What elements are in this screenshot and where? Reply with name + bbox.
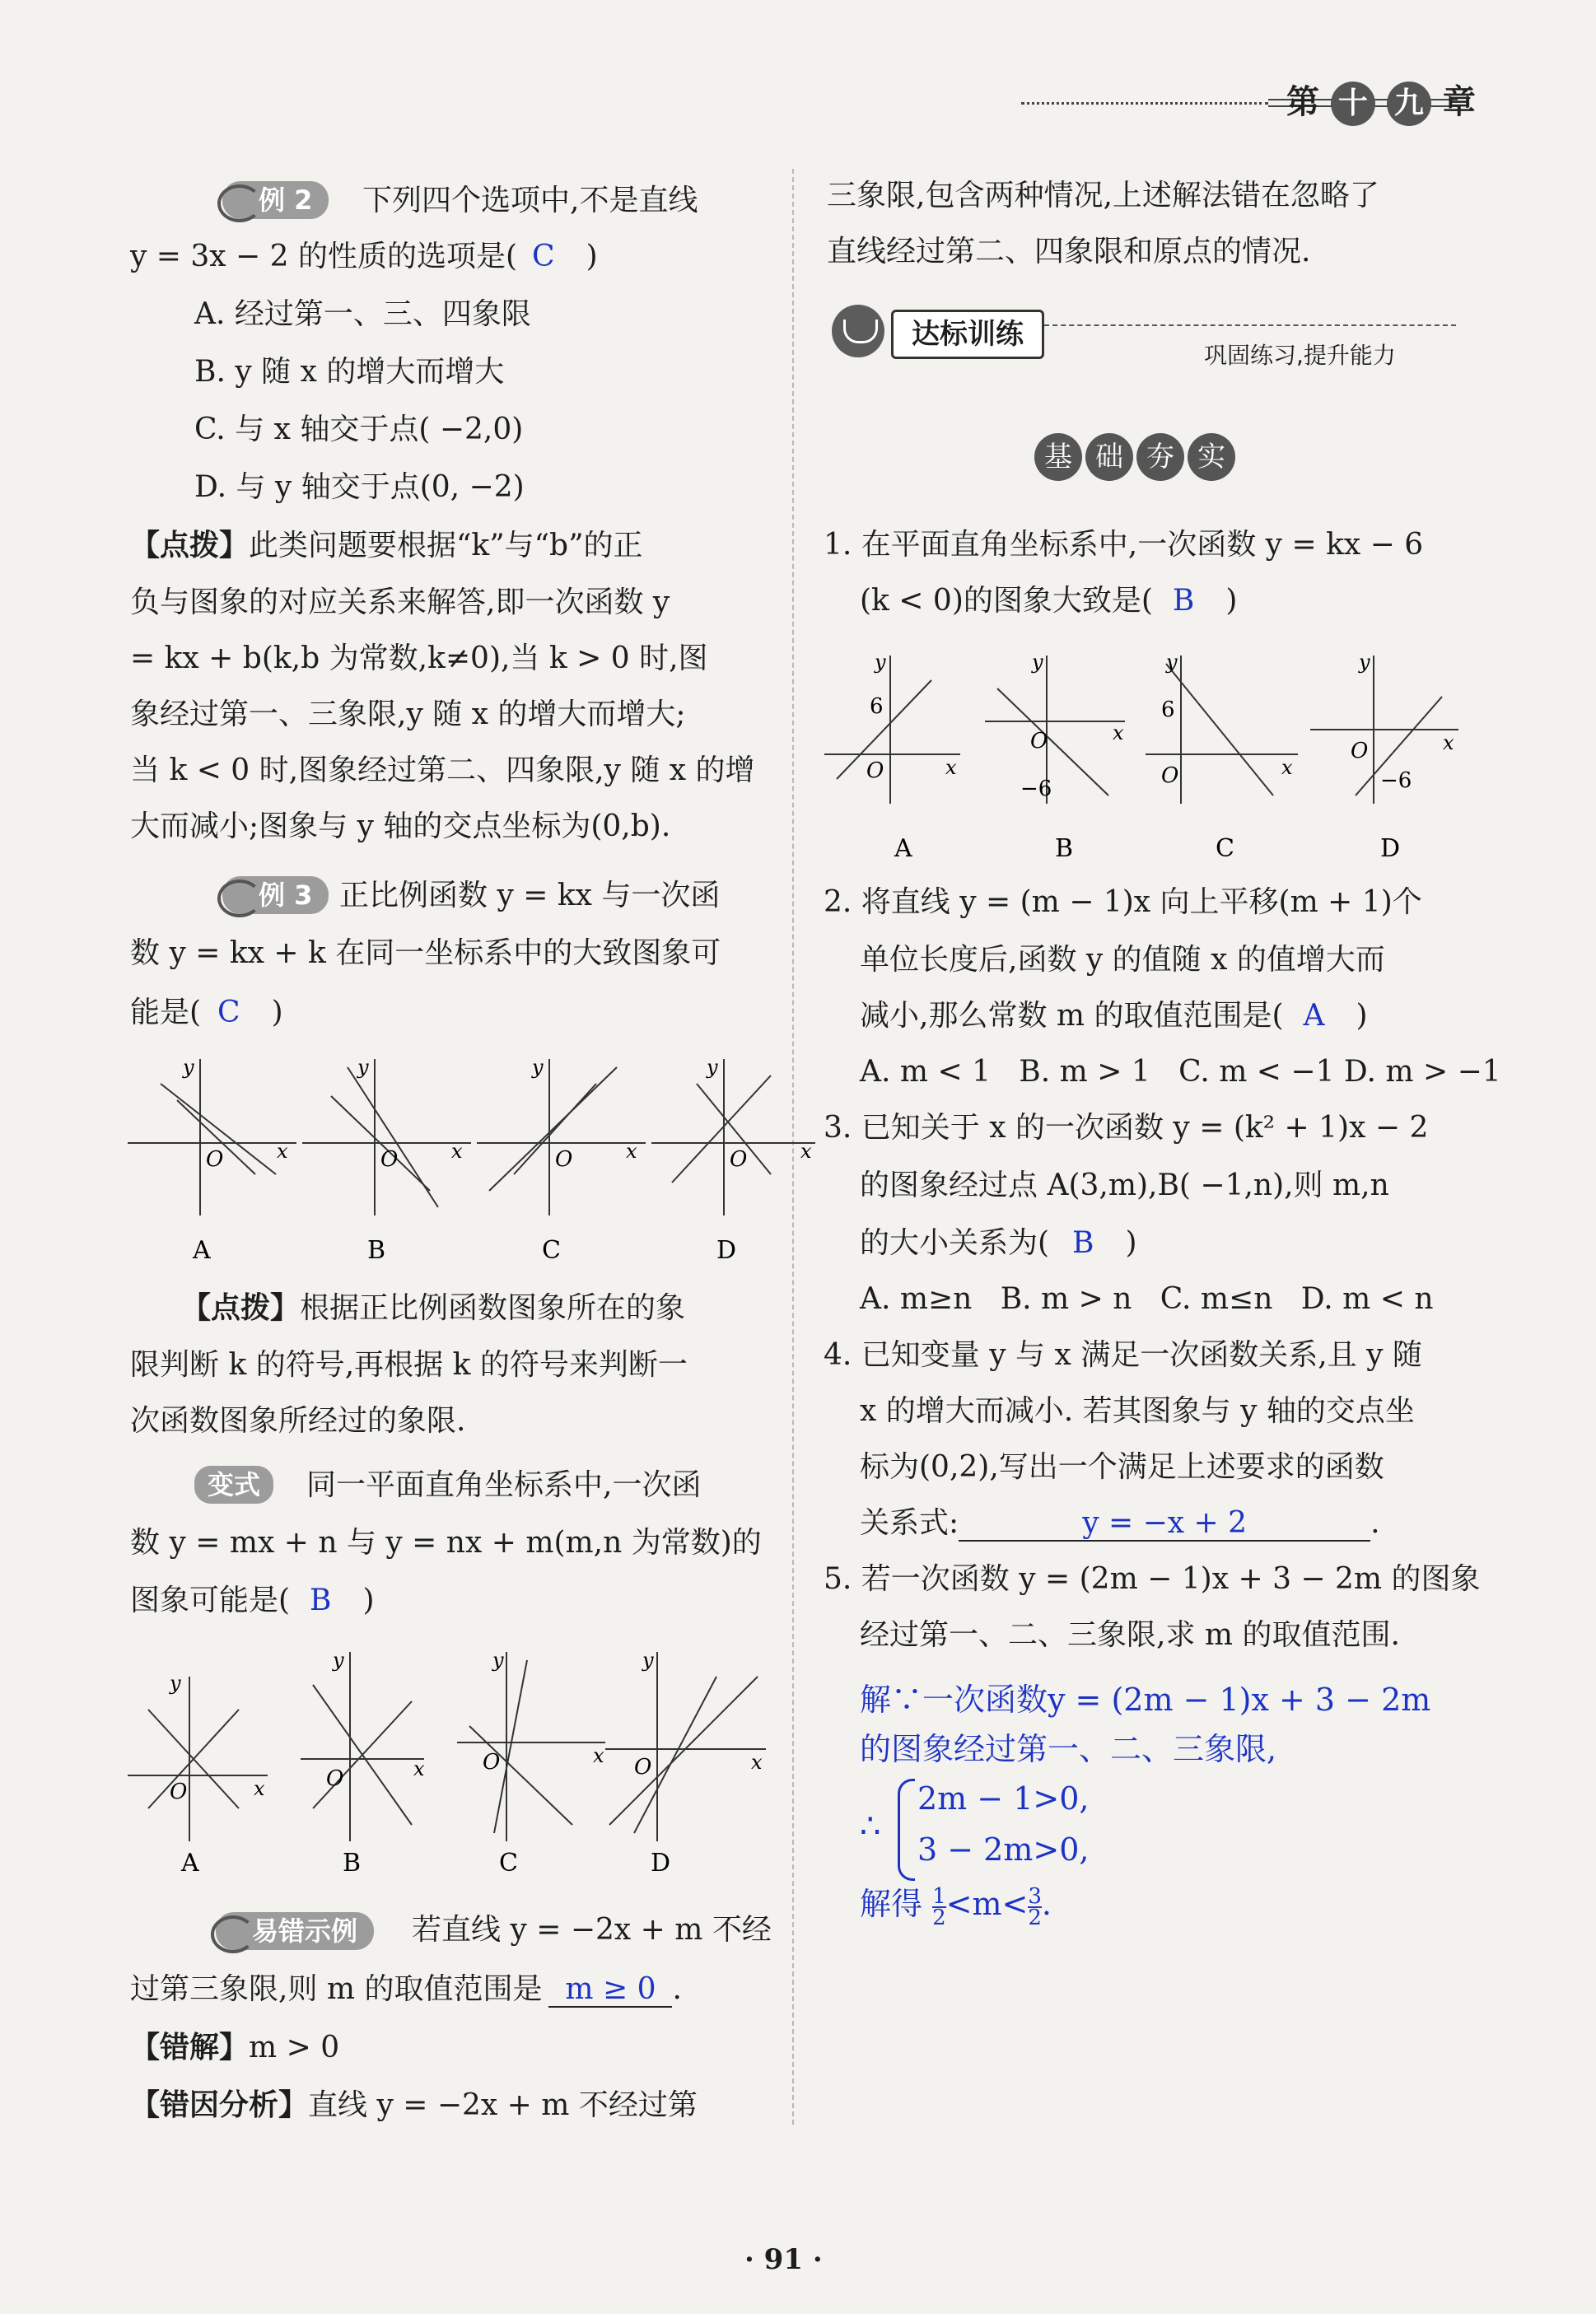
svg-text:y: y <box>1032 651 1043 674</box>
q2-line1: 2. 将直线 y = (m − 1)x 向上平移(m + 1)个 <box>824 885 1422 919</box>
svg-text:−6: −6 <box>1020 777 1052 801</box>
variant-answer: B <box>310 1584 332 1617</box>
basic-char-4: 实 <box>1188 433 1235 481</box>
solution-frac-2: $\frac{3}{2}$ <box>1028 1883 1042 1930</box>
svg-text:O: O <box>730 1147 748 1172</box>
svg-text:x: x <box>800 1140 812 1163</box>
section-header <box>832 298 1458 372</box>
tip-1-label: 【点拨】 <box>130 528 250 562</box>
svg-text:O: O <box>1351 739 1369 763</box>
book-icon <box>832 305 884 357</box>
error-cause-text: 直线 y = −2x + m 不经过第 <box>308 2088 698 2122</box>
example-2-line2: y = 3x − 2 的性质的选项是( C ) <box>130 240 598 273</box>
q1-label-d: D <box>1380 834 1401 863</box>
example-3-tag: 例 3 <box>222 876 329 914</box>
error-example-line2: 过第三象限,则 m 的取值范围是 m ≥ 0 . <box>130 1972 682 2006</box>
q1-label-c: C <box>1216 834 1234 863</box>
q1-label-a: A <box>894 834 912 863</box>
header-dotted-line <box>1021 102 1268 105</box>
var-graph-a <box>128 1672 268 1878</box>
svg-text:O: O <box>555 1147 573 1172</box>
ex3-graph-c <box>477 1056 646 1265</box>
example-2-tag: 例 2 <box>222 181 329 219</box>
continued-line2: 直线经过第二、四象限和原点的情况. <box>827 235 1311 268</box>
example-3-line1: 正比例函数 y = kx 与一次函 <box>339 879 721 912</box>
q2-answer: A <box>1303 999 1325 1033</box>
example-3-line2: 数 y = kx + k 在同一坐标系中的大致图象可 <box>130 936 721 970</box>
svg-text:y: y <box>707 1056 718 1079</box>
var-label-b: B <box>343 1849 362 1878</box>
svg-text:y: y <box>492 1649 504 1672</box>
ex3-label-c: C <box>542 1236 561 1265</box>
example-2-option-a: A. 经过第一、三、四象限 <box>194 297 531 331</box>
svg-text:O: O <box>380 1147 399 1172</box>
solution-line1: 解∵一次函数y = (2m − 1)x + 3 − 2m <box>860 1682 1431 1718</box>
svg-text:x: x <box>945 756 957 779</box>
q2-line3: 减小,那么常数 m 的取值范围是( A ) <box>860 999 1368 1033</box>
example-3-graphs <box>124 1051 815 1281</box>
var-label-d: D <box>651 1849 671 1878</box>
tip-2-line3: 次函数图象所经过的象限. <box>130 1404 466 1438</box>
chapter-num-1: 十 <box>1331 82 1375 126</box>
page-number: · 91 · <box>744 2243 823 2276</box>
svg-text:O: O <box>483 1750 501 1775</box>
svg-text:−6: −6 <box>1380 768 1412 793</box>
basic-banner <box>1034 433 1239 481</box>
q1-label-b: B <box>1055 834 1074 863</box>
solution-brace <box>898 1779 915 1881</box>
var-label-c: C <box>499 1849 518 1878</box>
chapter-suffix: 章 <box>1442 83 1476 121</box>
svg-text:x: x <box>593 1744 604 1767</box>
tip-2-line1: 根据正比例函数图象所在的象 <box>300 1291 686 1325</box>
svg-text:O: O <box>206 1147 224 1172</box>
svg-text:x: x <box>254 1777 265 1800</box>
svg-text:y: y <box>183 1056 194 1079</box>
svg-text:O: O <box>1030 729 1048 753</box>
tip-1-line2: 负与图象的对应关系来解答,即一次函数 y <box>130 585 670 619</box>
tip-1-line5: 当 k < 0 时,图象经过第二、四象限,y 随 x 的增 <box>130 753 755 787</box>
svg-text:x: x <box>1443 731 1454 754</box>
basic-char-3: 夯 <box>1136 433 1184 481</box>
q3-answer: B <box>1072 1226 1094 1260</box>
solution-frac-1: $\frac{1}{2}$ <box>932 1883 946 1930</box>
q4-line2: x 的增大而减小. 若其图象与 y 轴的交点坐 <box>860 1394 1415 1428</box>
svg-text:6: 6 <box>1161 697 1175 722</box>
wrong-solution-text: m > 0 <box>249 2031 340 2064</box>
q3-options: A. m≥n B. m > n C. m≤n D. m < n <box>860 1282 1434 1316</box>
tip-1-line6: 大而减小;图象与 y 轴的交点坐标为(0,b). <box>130 809 671 843</box>
example-2-option-c: C. 与 x 轴交于点( −2,0) <box>194 413 524 446</box>
tip-2-label: 【点拨】 <box>181 1290 301 1325</box>
example-2-answer: C <box>532 240 555 273</box>
q5-line2: 经过第一、二、三象限,求 m 的取值范围. <box>860 1618 1400 1652</box>
q3-line1: 3. 已知关于 x 的一次函数 y = (k² + 1)x − 2 <box>824 1111 1429 1145</box>
svg-text:x: x <box>1113 721 1124 744</box>
q1-graph-b <box>985 651 1125 863</box>
solution-ineq2: 3 − 2m>0, <box>917 1831 1090 1868</box>
solution-ineq1: 2m − 1>0, <box>917 1780 1090 1817</box>
svg-text:x: x <box>413 1757 425 1780</box>
q1-graph-c <box>1146 651 1298 863</box>
q1-graph-a <box>824 651 960 863</box>
tip-2-line2: 限判断 k 的符号,再根据 k 的符号来判断一 <box>130 1348 688 1382</box>
var-label-a: A <box>181 1849 199 1878</box>
q2-line2: 单位长度后,函数 y 的值随 x 的值增大而 <box>860 943 1385 977</box>
svg-text:y: y <box>642 1649 654 1672</box>
section-subtitle: 巩固练习,提升能力 <box>1204 342 1396 369</box>
basic-char-1: 基 <box>1034 433 1082 481</box>
q1-line2: (k < 0)的图象大致是( B ) <box>860 584 1238 618</box>
variant-line3: 图象可能是( B ) <box>130 1584 375 1617</box>
solution-line2: 的图象经过第一、二、三象限, <box>860 1731 1277 1767</box>
ex3-graph-d <box>651 1056 815 1265</box>
error-example-answer: m ≥ 0 <box>548 1973 672 2008</box>
svg-text:y: y <box>1166 651 1178 674</box>
tip-1-line3: = kx + b(k,b 为常数,k≠0),当 k > 0 时,图 <box>130 641 708 675</box>
svg-text:y: y <box>333 1649 344 1672</box>
svg-text:6: 6 <box>870 694 884 719</box>
basic-char-2: 础 <box>1085 433 1133 481</box>
q4-line4: 关系式: y = −x + 2 . <box>860 1506 1380 1540</box>
q1-graphs <box>820 639 1463 870</box>
svg-text:y: y <box>357 1056 369 1079</box>
q2-options: A. m < 1 B. m > 1 C. m < −1 D. m > −1 <box>860 1055 1501 1089</box>
svg-text:O: O <box>170 1780 188 1804</box>
q3-line2: 的图象经过点 A(3,m),B( −1,n),则 m,n <box>860 1169 1389 1202</box>
solution-therefore: ∴ <box>860 1808 881 1845</box>
svg-text:y: y <box>875 651 886 674</box>
tip-1-line1: 此类问题要根据“k”与“b”的正 <box>249 529 643 562</box>
continued-line1: 三象限,包含两种情况,上述解法错在忽略了 <box>827 179 1379 212</box>
var-graph-d <box>605 1649 766 1878</box>
example-3-line3: 能是( C ) <box>130 996 283 1029</box>
variant-graphs <box>124 1644 799 1882</box>
variant-line1: 同一平面直角坐标系中,一次函 <box>306 1468 702 1502</box>
var-graph-c <box>457 1649 605 1878</box>
ex3-label-a: A <box>193 1236 211 1265</box>
q1-answer: B <box>1172 584 1195 618</box>
error-example-line1: 若直线 y = −2x + m 不经 <box>412 1913 772 1947</box>
example-2-line1: 下列四个选项中,不是直线 <box>362 184 698 217</box>
q4-line3: 标为(0,2),写出一个满足上述要求的函数 <box>860 1450 1384 1484</box>
q5-line1: 5. 若一次函数 y = (2m − 1)x + 3 − 2m 的图象 <box>824 1562 1481 1596</box>
solution-result: 解得 $\frac{1}{2}$ <m< $\frac{3}{2}$ . <box>860 1883 1052 1930</box>
section-title-box: 达标训练 <box>891 310 1044 359</box>
chapter-num-2: 九 <box>1387 82 1431 126</box>
q1-graph-d <box>1310 651 1458 863</box>
tip-1-line4: 象经过第一、三象限,y 随 x 的增大而增大; <box>130 697 686 731</box>
ex3-label-b: B <box>367 1236 386 1265</box>
wrong-solution-label: 【错解】 <box>130 2030 250 2064</box>
variant-line2: 数 y = mx + n 与 y = nx + m(m,n 为常数)的 <box>130 1526 762 1560</box>
var-graph-b <box>301 1649 425 1878</box>
svg-text:x: x <box>277 1140 288 1163</box>
svg-text:y: y <box>1359 651 1370 674</box>
chapter-header <box>1021 79 1548 128</box>
svg-text:y: y <box>532 1056 544 1079</box>
variant-tag: 变式 <box>194 1466 273 1504</box>
svg-text:O: O <box>866 758 884 783</box>
svg-text:x: x <box>751 1751 763 1774</box>
q4-answer: y = −x + 2 <box>959 1507 1370 1542</box>
q4-line1: 4. 已知变量 y 与 x 满足一次函数关系,且 y 随 <box>824 1338 1422 1372</box>
ex3-graph-a <box>128 1056 296 1265</box>
example-3-answer: C <box>217 996 240 1029</box>
q3-line3: 的大小关系为( B ) <box>860 1226 1137 1260</box>
svg-text:O: O <box>326 1766 344 1791</box>
q1-line1: 1. 在平面直角坐标系中,一次函数 y = kx − 6 <box>824 528 1424 562</box>
example-2-option-b: B. y 随 x 的增大而增大 <box>194 355 505 389</box>
example-2-option-d: D. 与 y 轴交于点(0, −2) <box>194 470 525 504</box>
svg-text:x: x <box>451 1140 463 1163</box>
error-example-tag: 易错示例 <box>216 1912 374 1950</box>
ex3-label-d: D <box>716 1236 737 1265</box>
svg-text:y: y <box>170 1672 181 1695</box>
svg-text:O: O <box>1161 763 1179 788</box>
section-dotted-line <box>1044 324 1456 326</box>
ex3-graph-b <box>302 1056 471 1265</box>
error-cause-label: 【错因分析】 <box>130 2088 309 2122</box>
chapter-prefix: 第 <box>1286 83 1319 121</box>
svg-text:O: O <box>634 1755 652 1780</box>
svg-text:x: x <box>1281 756 1293 779</box>
svg-text:x: x <box>626 1140 637 1163</box>
